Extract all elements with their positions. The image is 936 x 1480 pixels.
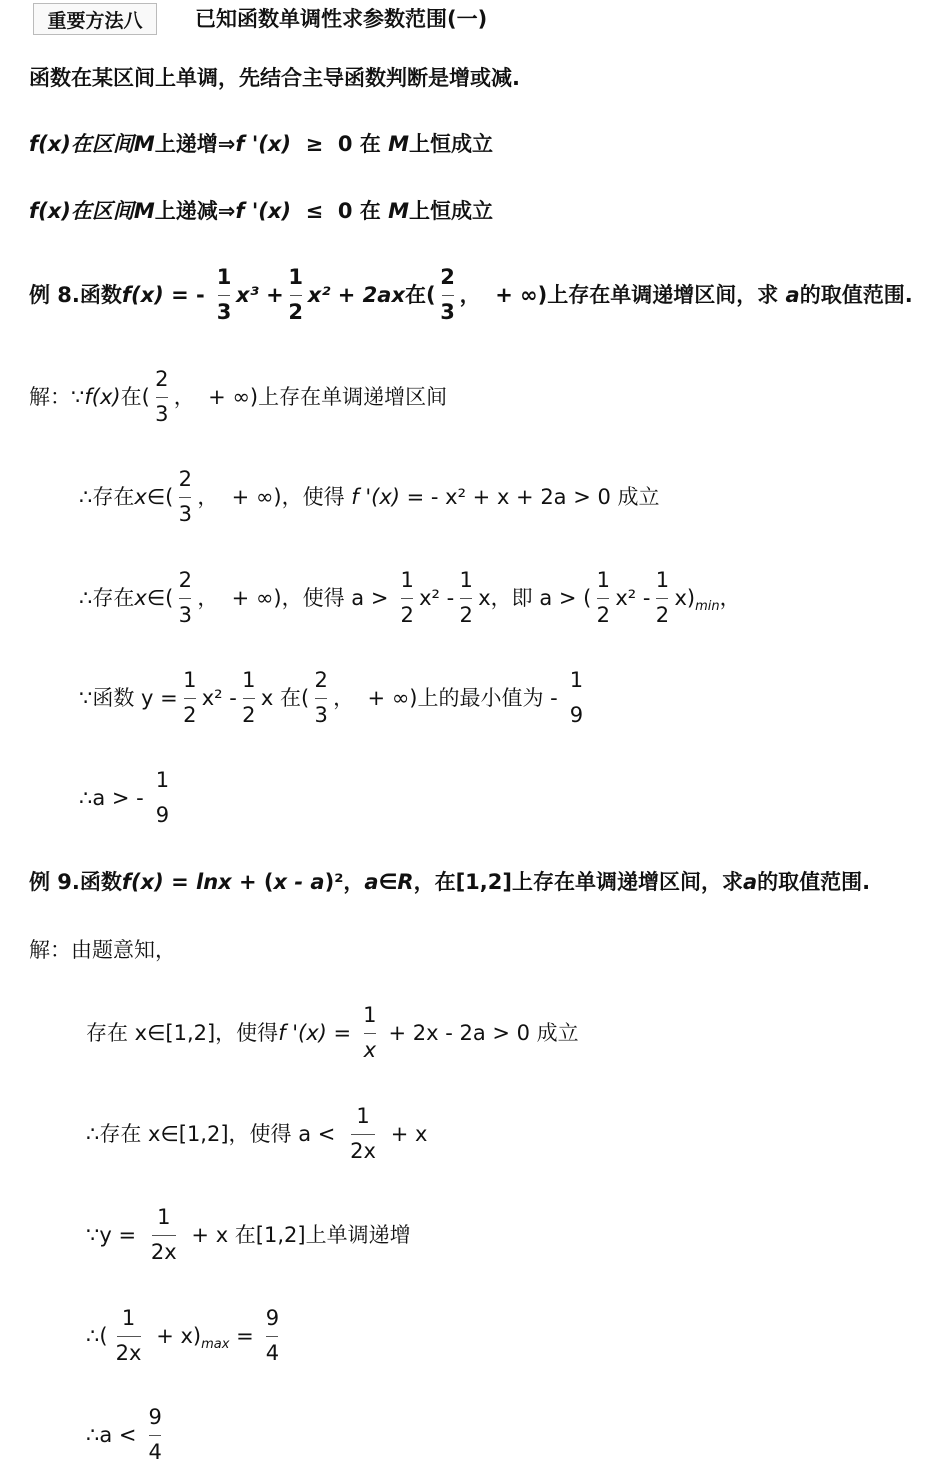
ex8-s3-x: x xyxy=(134,585,147,610)
numerator: 1 xyxy=(288,265,304,289)
fraction-bar xyxy=(442,295,454,296)
fraction xyxy=(261,1306,283,1366)
fraction-bar xyxy=(184,698,196,699)
rule-inc-mid: 上递增⇒ xyxy=(154,132,236,156)
denominator: 2 xyxy=(596,603,611,627)
rule-decrease xyxy=(29,201,493,222)
ex9-s5-b: + x) xyxy=(149,1323,202,1348)
ex8-s1-a: 解：∵ xyxy=(29,384,85,409)
ex8-step-3 xyxy=(79,567,741,629)
ex8-s3-c: ， + ∞)，使得 a > xyxy=(197,585,396,610)
denominator: 2x xyxy=(115,1341,142,1365)
fraction xyxy=(144,1205,184,1265)
rule-dec-mid: 上递减⇒ xyxy=(154,199,236,223)
ex9-title-var-a: a xyxy=(742,870,758,894)
fraction-bar xyxy=(401,598,413,599)
denominator: 2 xyxy=(459,603,473,627)
fraction-bar xyxy=(117,1336,141,1337)
ex8-s2-x: x xyxy=(134,484,147,509)
ex8-s2-b: ∈( xyxy=(146,484,174,509)
fraction-bar xyxy=(179,497,191,498)
fraction xyxy=(592,568,614,628)
numerator: 1 xyxy=(596,568,611,592)
rule-dec-M: M xyxy=(133,199,155,223)
denominator: 9 xyxy=(155,803,170,827)
numerator: 1 xyxy=(155,768,170,792)
fraction xyxy=(179,668,201,728)
rule-dec-cond: ≤ 0 在 xyxy=(291,199,389,223)
method-label: 重要方法八 xyxy=(33,3,157,35)
ex9-title-aR: a∈R xyxy=(364,870,414,894)
ex9-s3-c: + x xyxy=(384,1121,428,1146)
denominator: 4 xyxy=(148,1440,162,1464)
numerator: 1 xyxy=(183,668,197,692)
rule-dec-M2: M xyxy=(388,199,410,223)
fraction xyxy=(343,1104,383,1164)
numerator: 1 xyxy=(157,1205,171,1229)
ex9-s2-a: 存在 x∈[1,2]，使得 xyxy=(86,1020,279,1045)
fraction-bar xyxy=(460,598,472,599)
denominator: 3 xyxy=(178,502,192,526)
numerator: 1 xyxy=(121,1306,136,1330)
denominator: 3 xyxy=(178,603,192,627)
ex8-step-1 xyxy=(29,366,447,428)
ex8-s3-f: x，即 a > ( xyxy=(478,585,592,610)
ex9-s6-a: ∴a < xyxy=(86,1422,144,1447)
ex8-s3-a: ∴存在 xyxy=(79,585,135,610)
fraction-bar xyxy=(156,397,168,398)
denominator: 4 xyxy=(265,1341,280,1365)
denominator: 2x xyxy=(150,1240,177,1264)
numerator: 1 xyxy=(242,668,256,692)
denominator: 9 xyxy=(569,703,584,727)
fraction xyxy=(174,467,196,527)
ex9-step-2 xyxy=(86,1002,579,1064)
ex8-s2-c: ， + ∞)，使得 xyxy=(197,484,352,509)
rule-inc-fx: f(x)在区间 xyxy=(29,132,134,156)
example-8-title xyxy=(29,264,913,326)
example-9-title xyxy=(29,872,870,893)
numerator: 1 xyxy=(400,568,414,592)
ex9-step-5 xyxy=(86,1305,284,1367)
fraction-bar xyxy=(149,1435,161,1436)
ex9-step-4 xyxy=(86,1204,411,1266)
rule-inc-M: M xyxy=(133,132,155,156)
ex8-s1-c: ， + ∞)上存在单调递增区间 xyxy=(173,384,448,409)
numerator: 9 xyxy=(148,1405,162,1429)
ex9-title-lnx: lnx xyxy=(196,870,232,894)
ex9-title-e: ，在[1,2]上存在单调递增区间，求 xyxy=(413,870,743,894)
ex8-s3-sub: min xyxy=(695,599,720,614)
fraction xyxy=(213,265,235,325)
ex9-s1-a: 解：由题意知， xyxy=(29,938,176,962)
numerator: 9 xyxy=(265,1306,280,1330)
fraction xyxy=(151,367,173,427)
ex9-s5-sub: max xyxy=(201,1337,230,1352)
ex8-step-2 xyxy=(79,466,660,528)
ex8-s3-b: ∈( xyxy=(146,585,174,610)
numerator: 2 xyxy=(314,668,328,692)
ex8-s3-h: x) xyxy=(674,585,696,610)
ex8-s3-i: ， xyxy=(719,585,741,610)
denominator: 3 xyxy=(155,402,169,426)
fraction xyxy=(151,768,173,828)
numerator: 1 xyxy=(356,1104,370,1128)
fraction xyxy=(359,1003,381,1063)
numerator: 1 xyxy=(569,668,584,692)
rule-inc-fp: f '(x) xyxy=(235,132,292,156)
denominator: 3 xyxy=(440,300,455,324)
ex8-title-ax: ax xyxy=(377,282,405,307)
denominator: x xyxy=(363,1038,377,1062)
ex9-s3-a: ∴存在 x∈[1,2]，使得 a < xyxy=(86,1121,343,1146)
ex8-title-a: 例 8.函数 xyxy=(29,282,122,307)
rule-dec-tail: 上恒成立 xyxy=(409,199,494,223)
fraction xyxy=(651,568,673,628)
fraction xyxy=(396,568,418,628)
ex8-s1-b: 在( xyxy=(120,384,150,409)
denominator: 3 xyxy=(216,300,232,324)
denominator: 2 xyxy=(655,603,670,627)
ex9-title-b: = xyxy=(163,870,197,894)
fraction xyxy=(174,568,196,628)
fraction xyxy=(565,668,587,728)
ex9-title-d: )²， xyxy=(324,870,365,894)
ex9-s4-b: + x 在[1,2]上单调递增 xyxy=(184,1222,411,1247)
ex9-s2-fp: f '(x) xyxy=(278,1020,327,1045)
fraction-bar xyxy=(243,698,255,699)
fraction xyxy=(310,668,332,728)
ex8-s3-g: x² - xyxy=(615,585,651,610)
ex8-step-5 xyxy=(79,767,174,829)
denominator: 3 xyxy=(314,703,328,727)
fraction-bar xyxy=(656,598,668,599)
ex9-title-xa: x - a xyxy=(273,870,325,894)
denominator: 2 xyxy=(288,300,304,324)
ex8-title-x2: x² + 2 xyxy=(307,282,378,307)
numerator: 1 xyxy=(655,568,670,592)
ex8-s1-fx: f(x) xyxy=(84,384,121,409)
ex9-step-1 xyxy=(29,940,176,961)
fraction-bar xyxy=(152,1235,176,1236)
ex9-s2-c: + 2x - 2a > 0 成立 xyxy=(381,1020,579,1045)
ex8-s4-b: x² - xyxy=(201,685,237,710)
fraction xyxy=(455,568,477,628)
ex8-s2-a: ∴存在 xyxy=(79,484,135,509)
ex9-step-3 xyxy=(86,1103,427,1165)
ex8-s4-d: ， + ∞)上的最小值为 - xyxy=(333,685,565,710)
ex9-title-fx: f(x) xyxy=(121,870,164,894)
rule-dec-fp: f '(x) xyxy=(235,199,292,223)
fraction-bar xyxy=(315,698,327,699)
ex8-title-b: = - xyxy=(163,282,213,307)
denominator: 2 xyxy=(242,703,256,727)
numerator: 1 xyxy=(459,568,473,592)
ex8-s3-e: x² - xyxy=(419,585,455,610)
ex8-title-e: 的取值范围. xyxy=(799,282,913,307)
numerator: 1 xyxy=(216,265,232,289)
intro-text: 函数在某区间上单调，先结合主导函数判断是增或减. xyxy=(29,66,520,90)
ex9-title-f: 的取值范围. xyxy=(757,870,871,894)
ex8-s2-e: = - x² + x + 2a > 0 成立 xyxy=(399,484,660,509)
numerator: 2 xyxy=(440,265,455,289)
numerator: 2 xyxy=(155,367,169,391)
ex9-title-c: + ( xyxy=(231,870,274,894)
denominator: 2 xyxy=(400,603,414,627)
ex9-s2-b: = xyxy=(326,1020,358,1045)
rule-inc-cond: ≥ 0 在 xyxy=(291,132,389,156)
fraction-bar xyxy=(290,295,302,296)
ex8-step-4 xyxy=(79,667,588,729)
numerator: 2 xyxy=(178,568,192,592)
denominator: 2 xyxy=(183,703,197,727)
numerator: 2 xyxy=(178,467,192,491)
fraction-bar xyxy=(364,1033,376,1034)
ex8-title-var-a: a xyxy=(785,282,800,307)
ex8-title-d: ， + ∞)上存在单调递增区间，求 xyxy=(459,282,786,307)
ex9-s5-a: ∴( xyxy=(86,1323,108,1348)
denominator: 2x xyxy=(350,1139,376,1163)
ex8-title-c: 在( xyxy=(405,282,436,307)
ex9-step-6 xyxy=(86,1404,167,1466)
rule-dec-fx: f(x)在区间 xyxy=(29,199,134,223)
fraction-bar xyxy=(351,1134,375,1135)
fraction xyxy=(144,1405,166,1465)
fraction-bar xyxy=(179,598,191,599)
ex8-title-fx: f(x) xyxy=(121,282,164,307)
ex9-s4-a: ∵y = xyxy=(86,1222,143,1247)
fraction xyxy=(109,1306,149,1366)
rule-inc-M2: M xyxy=(388,132,410,156)
ex8-s4-c: x 在( xyxy=(260,685,310,710)
page-title: 已知函数单调性求参数范围(一) xyxy=(195,7,488,31)
fraction-bar xyxy=(597,598,609,599)
ex8-s5-a: ∴a > - xyxy=(79,785,151,810)
ex8-s2-fp: f '(x) xyxy=(351,484,400,509)
numerator: 1 xyxy=(363,1003,377,1027)
fraction xyxy=(238,668,260,728)
ex9-s5-c: = xyxy=(229,1323,261,1348)
ex8-title-x3: x³ + xyxy=(236,282,284,307)
fraction xyxy=(285,265,307,325)
fraction-bar xyxy=(218,295,230,296)
fraction-bar xyxy=(266,1336,278,1337)
fraction xyxy=(437,265,459,325)
rule-inc-tail: 上恒成立 xyxy=(409,132,494,156)
rule-increase xyxy=(29,134,493,155)
ex9-title-a: 例 9.函数 xyxy=(29,870,122,894)
ex8-s4-a: ∵函数 y = xyxy=(79,685,178,710)
